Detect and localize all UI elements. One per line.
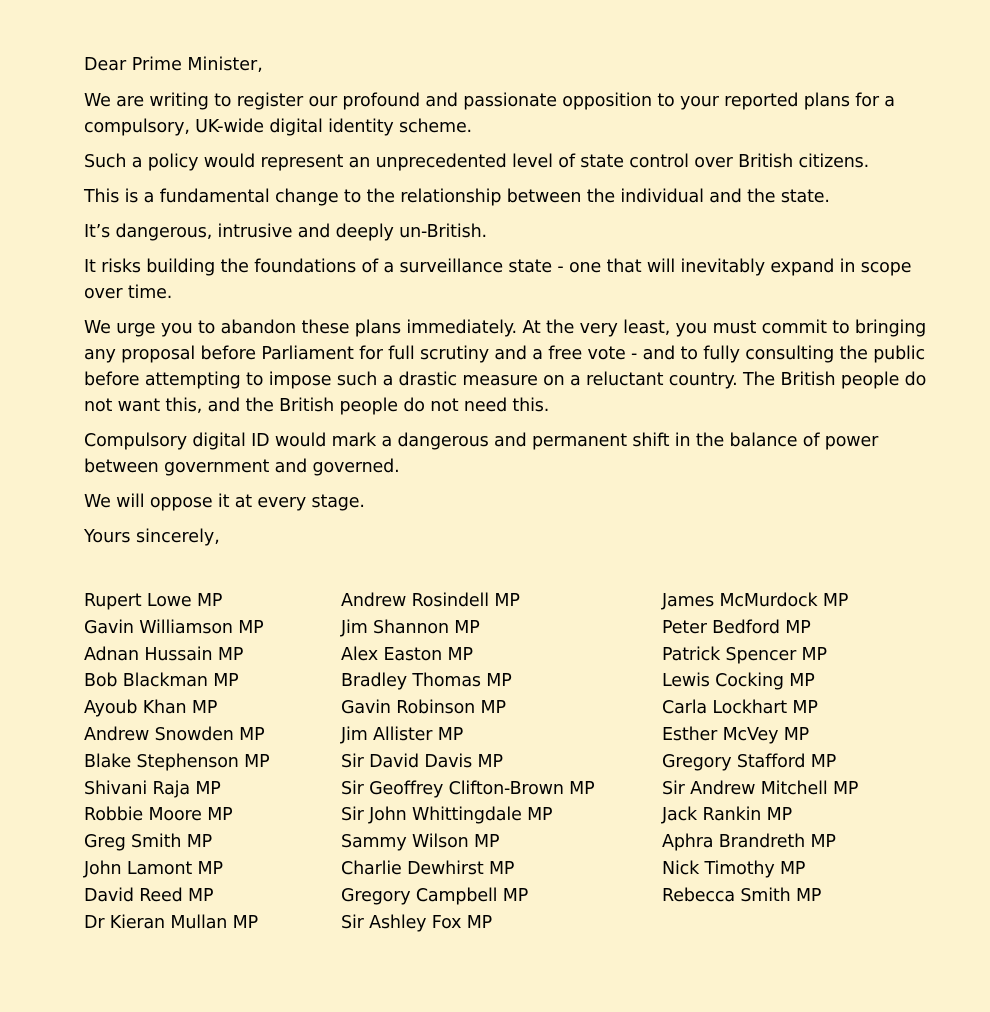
signatory: Ayoub Khan MP: [84, 698, 218, 719]
signatory: Patrick Spencer MP: [662, 644, 827, 665]
signatory: Adnan Hussain MP: [84, 644, 244, 665]
signatory: Gavin Robinson MP: [341, 698, 506, 719]
signatory: Bob Blackman MP: [84, 671, 239, 692]
paragraph-oppose: We will oppose it at every stage.: [84, 492, 365, 512]
paragraph-surveillance: It risks building the foundations of a surveillance state - one that will inevitably expand in scope over time.: [84, 257, 912, 303]
signatory: Peter Bedford MP: [662, 617, 811, 638]
closing: Yours sincerely,: [84, 527, 220, 547]
signatory: Jim Shannon MP: [341, 617, 480, 638]
signatory: Bradley Thomas MP: [341, 671, 512, 692]
signatory: Gregory Stafford MP: [662, 751, 837, 772]
signatory: Esther McVey MP: [662, 724, 810, 745]
signatory: Sir John Whittingdale MP: [341, 805, 553, 826]
signatory: Dr Kieran Mullan MP: [84, 912, 259, 933]
signatory-column-1: [84, 588, 270, 936]
letter-body: [84, 88, 930, 515]
signatory: Rupert Lowe MP: [84, 591, 223, 611]
signatory: Greg Smith MP: [84, 832, 213, 853]
signatory: Sir Ashley Fox MP: [341, 912, 493, 933]
signatory: Robbie Moore MP: [84, 805, 233, 826]
paragraph-state-control: Such a policy would represent an unprecedented level of state control over British citizens.: [84, 152, 870, 172]
signatory: Gavin Williamson MP: [84, 617, 264, 638]
signatory: John Lamont MP: [84, 858, 223, 879]
signatory: David Reed MP: [84, 885, 214, 906]
signatory: Jack Rankin MP: [662, 805, 792, 826]
signatory: Rebecca Smith MP: [662, 885, 822, 906]
salutation: Dear Prime Minister,: [84, 55, 263, 75]
signatory: Sir Geoffrey Clifton-Brown MP: [341, 778, 595, 799]
signatory: Sammy Wilson MP: [341, 832, 500, 853]
paragraph-dangerous: It’s dangerous, intrusive and deeply un-British.: [84, 222, 487, 242]
signatory: Nick Timothy MP: [662, 858, 806, 879]
signatory: Jim Allister MP: [341, 724, 464, 745]
signatory: Alex Easton MP: [341, 644, 473, 665]
paragraph-fundamental-change: This is a fundamental change to the relationship between the individual and the state.: [84, 187, 830, 207]
signatory: James McMurdock MP: [662, 591, 849, 611]
signatory: Shivani Raja MP: [84, 778, 221, 799]
signatory: Carla Lockhart MP: [662, 698, 818, 719]
signatory: Blake Stephenson MP: [84, 751, 270, 772]
signatory: Andrew Snowden MP: [84, 724, 265, 745]
paragraph-opposition: We are writing to register our profound and passionate opposition to your reported plans for a compulsory, UK-wide digital identity scheme.: [84, 91, 895, 137]
signatory: Sir Andrew Mitchell MP: [662, 778, 859, 799]
paragraph-urge-abandon: We urge you to abandon these plans immediately. At the very least, you must commit to bringing any proposal before Parliament for full scrutiny and a free vote - and to fully consulting the public before attempting to impose such a drastic measure on a reluctant country. The British people do not want this, and the British people do not need this.: [84, 318, 927, 416]
signatory: Gregory Campbell MP: [341, 885, 529, 906]
signatories: [84, 588, 904, 948]
signatory: Andrew Rosindell MP: [341, 591, 520, 611]
signatory: Aphra Brandreth MP: [662, 832, 836, 853]
signatory-column-2: [341, 588, 595, 936]
signatory-column-3: [662, 588, 858, 910]
signatory: Charlie Dewhirst MP: [341, 858, 515, 879]
signatory: Lewis Cocking MP: [662, 671, 815, 692]
signatory: Sir David Davis MP: [341, 751, 503, 772]
paragraph-balance-of-power: Compulsory digital ID would mark a dangerous and permanent shift in the balance of power between government and governed.: [84, 431, 879, 477]
